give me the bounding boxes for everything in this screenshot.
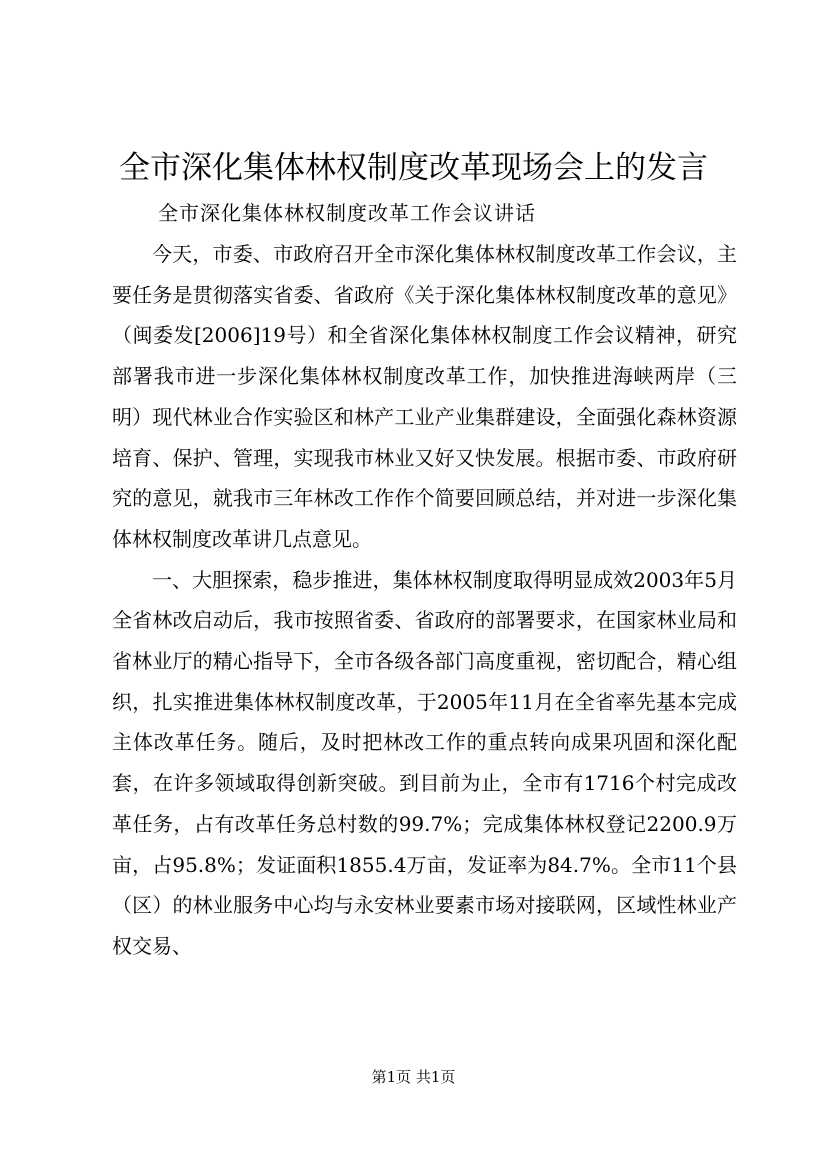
page-footer: 第1页 共1页 — [371, 1068, 456, 1086]
document-body — [112, 234, 737, 967]
document-title: 全市深化集体林权制度改革现场会上的发言 — [119, 150, 708, 186]
document-subtitle: 全市深化集体林权制度改革工作会议讲话 — [158, 201, 536, 225]
paragraph-intro: 今天，市委、市政府召开全市深化集体林权制度改革工作会议，主要任务是贯彻落实省委、省政府《关于深化集体林权制度改革的意见》（闽委发[2006]19号）和全省深化集体林权制度工作会议精神，研究部署我市进一步深化集体林权制度改革工作，加快推进海峡两岸（三明）现代林业合作实验区和林产工业产业集群建设，全面强化森林资源培育、保护、管理，实现我市林业又好又快发展。根据市委、市政府研究的意见，就我市三年林改工作作个简要回顾总结，并对进一步深化集体林权制度改革讲几点意见。 — [112, 242, 737, 551]
paragraph-section-one: 一、大胆探索，稳步推进，集体林权制度取得明显成效2003年5月全省林改启动后，我市按照省委、省政府的部署要求，在国家林业局和省林业厅的精心指导下，全市各级各部门高度重视，密切配合，精心组织，扎实推进集体林权制度改革，于2005年11月在全省率先基本完成主体改革任务。随后，及时把林改工作的重点转向成果巩固和深化配套，在许多领域取得创新突破。到目前为止，全市有1716个村完成改革任务，占有改革任务总村数的99.7%；完成集体林权登记2200.9万亩，占95.8%；发证面积1855.4万亩，发证率为84.7%。全市11个县（区）的林业服务中心均与永安林业要素市场对接联网，区域性林业产权交易、 — [112, 567, 737, 958]
